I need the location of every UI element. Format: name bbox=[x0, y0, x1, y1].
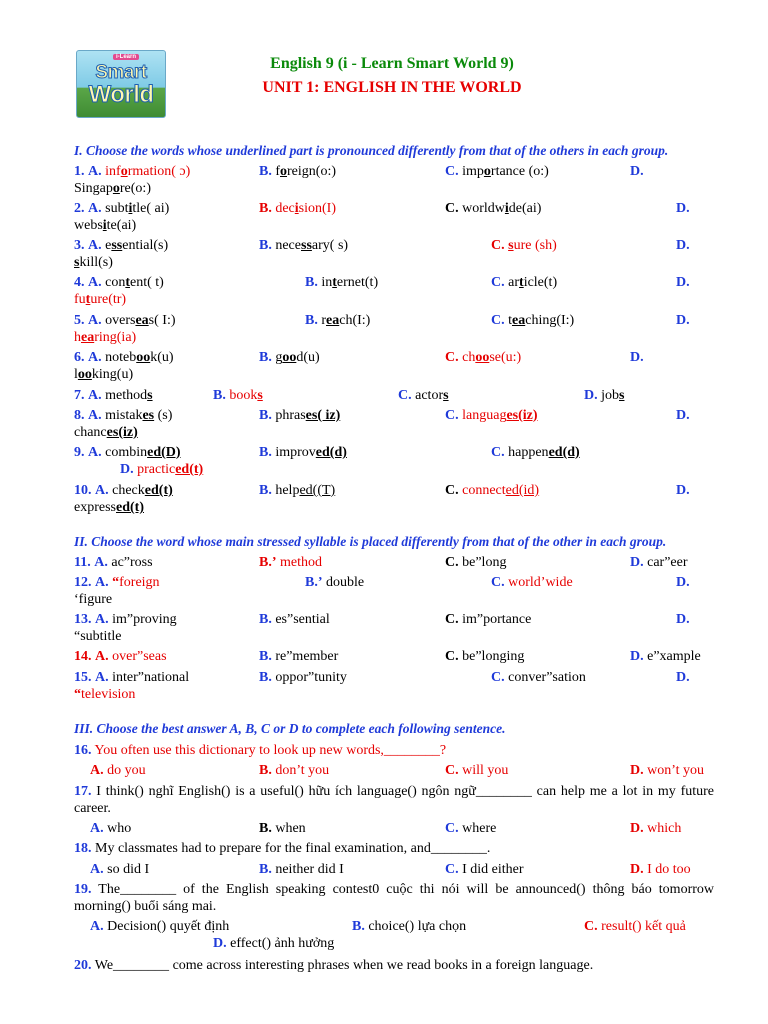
q3-option-d: skill(s) bbox=[74, 255, 113, 270]
q6-option-b: B. good(u) bbox=[259, 350, 320, 365]
q3-option-a: 3. A. essential(s) bbox=[74, 238, 169, 253]
q8-option-a: 8. A. mistakes (s) bbox=[74, 408, 173, 423]
q2-option-b: B. decision(I) bbox=[259, 201, 336, 216]
q5-option-a: 5. A. overseas( I:) bbox=[74, 313, 176, 328]
q11-option-d: D. car”eer bbox=[630, 555, 688, 570]
q11-option-b: B.’ method bbox=[259, 555, 322, 570]
q14-option-b: B. re”member bbox=[259, 649, 339, 664]
q16-option-a: A. do you bbox=[90, 763, 146, 778]
q6-option-a: 6. A. notebook(u) bbox=[74, 350, 174, 365]
q3-option-c: C. sure (sh) bbox=[491, 238, 557, 253]
q16-option-b: B. don’t you bbox=[259, 763, 330, 778]
q2-option-d: website(ai) bbox=[74, 218, 137, 233]
q8-option-d-label: D. bbox=[676, 408, 690, 423]
q9-option-b: B. improved(d) bbox=[259, 445, 347, 460]
q15-option-a: 15. A. inter”national bbox=[74, 670, 190, 685]
logo-line-2: World bbox=[88, 81, 154, 108]
q15-option-d-label: D. bbox=[676, 670, 690, 685]
q8-option-c: C. languages(iz) bbox=[445, 408, 538, 423]
q12-option-b: B.’ double bbox=[305, 575, 365, 590]
q2-option-c: C. worldwide(ai) bbox=[445, 201, 542, 216]
q3-option-b: B. necessary( s) bbox=[259, 238, 349, 253]
q16-stem: 16. You often use this dictionary to look up new words,________? bbox=[74, 743, 447, 758]
q6-option-d-label: D. bbox=[630, 350, 644, 365]
q16-option-c: C. will you bbox=[445, 763, 509, 778]
q7-option-d: D. jobs bbox=[584, 388, 625, 403]
q13-option-a: 13. A. im”proving bbox=[74, 612, 177, 627]
q11-option-a: 11. A. ac”ross bbox=[74, 555, 153, 570]
q12-option-a: 12. A. “foreign bbox=[74, 575, 160, 590]
q9-option-d: D. practiced(t) bbox=[120, 462, 204, 477]
q20-stem: 20. We________ come across interesting phrases when we read books in a foreign language. bbox=[74, 958, 594, 973]
q10-option-d-label: D. bbox=[676, 483, 690, 498]
q1-option-d-label: D. bbox=[630, 164, 644, 179]
q12-option-c: C. world’wide bbox=[491, 575, 573, 590]
q5-option-d: hearing(ia) bbox=[74, 330, 137, 345]
q8-option-d: chances(iz) bbox=[74, 425, 138, 440]
q17-option-b: B. when bbox=[259, 821, 306, 836]
q8-option-b: B. phrases( iz) bbox=[259, 408, 341, 423]
q1-option-a: 1. A. information( ɔ) bbox=[74, 164, 191, 179]
q13-option-b: B. es”sential bbox=[259, 612, 330, 627]
q14-option-a: 14. A. over”seas bbox=[74, 649, 167, 664]
q19-option-c: C. result() kết quả bbox=[584, 919, 686, 934]
q18-option-c: C. I did either bbox=[445, 862, 524, 877]
q18-option-b: B. neither did I bbox=[259, 862, 344, 877]
q1-option-d: Singapore(o:) bbox=[74, 181, 151, 196]
q19-stem: 19. The________ of the English speaking contest0 cuộc thi nói will be announced() thông báo tomorrow morning() buổi sáng mai. bbox=[74, 882, 714, 914]
q18-stem: 18. My classmates had to prepare for the final examination, and________. bbox=[74, 841, 491, 856]
q19-option-d: D. effect() ảnh hưởng bbox=[213, 936, 335, 951]
q5-option-d-label: D. bbox=[676, 313, 690, 328]
q10-option-d: expressed(t) bbox=[74, 500, 144, 515]
q5-option-c: C. teaching(I:) bbox=[491, 313, 575, 328]
q1-option-c: C. importance (o:) bbox=[445, 164, 549, 179]
q4-option-d-label: D. bbox=[676, 275, 690, 290]
q7-option-a: 7. A. methods bbox=[74, 388, 153, 403]
q17-option-c: C. where bbox=[445, 821, 497, 836]
q4-option-a: 4. A. content( t) bbox=[74, 275, 164, 290]
q12-option-d-label: D. bbox=[676, 575, 690, 590]
q15-option-b: B. oppor”tunity bbox=[259, 670, 347, 685]
q3-option-d-label: D. bbox=[676, 238, 690, 253]
logo-top-text: i-Learn bbox=[113, 54, 139, 60]
q14-option-d: D. e”xample bbox=[630, 649, 701, 664]
logo-line-1: Smart bbox=[95, 62, 147, 83]
q4-option-d: future(tr) bbox=[74, 292, 127, 307]
q2-option-a: 2. A. subtitle( ai) bbox=[74, 201, 170, 216]
q19-option-b: B. choice() lựa chọn bbox=[352, 919, 467, 934]
q19-option-a: A. Decision() quyết định bbox=[90, 919, 230, 934]
q4-option-c: C. article(t) bbox=[491, 275, 558, 290]
q9-option-c: C. happened(d) bbox=[491, 445, 580, 460]
unit-title: UNIT 1: ENGLISH IN THE WORLD bbox=[262, 79, 522, 96]
q15-option-c: C. conver”sation bbox=[491, 670, 586, 685]
q13-option-d: “subtitle bbox=[74, 629, 122, 644]
q5-option-b: B. reach(I:) bbox=[305, 313, 371, 328]
section-3-heading: III. Choose the best answer A, B, C or D to complete each following sentence. bbox=[74, 721, 506, 736]
q6-option-c: C. choose(u:) bbox=[445, 350, 522, 365]
q2-option-d-label: D. bbox=[676, 201, 690, 216]
q15-option-d: “television bbox=[74, 687, 136, 702]
q9-option-a: 9. A. combined(D) bbox=[74, 445, 181, 460]
q10-option-c: C. connected(id) bbox=[445, 483, 540, 498]
section-1-heading: I. Choose the words whose underlined part is pronounced differently from that of the others in each group. bbox=[74, 143, 669, 158]
q18-option-d: D. I do too bbox=[630, 862, 691, 877]
q18-option-a: A. so did I bbox=[90, 862, 150, 877]
q11-option-c: C. be”long bbox=[445, 555, 507, 570]
q10-option-a: 10. A. checked(t) bbox=[74, 483, 173, 498]
q13-option-c: C. im”portance bbox=[445, 612, 532, 627]
document-title: English 9 (i - Learn Smart World 9) bbox=[270, 55, 514, 72]
q7-option-c: C. actors bbox=[398, 388, 449, 403]
q7-option-b: B. books bbox=[213, 388, 263, 403]
q4-option-b: B. internet(t) bbox=[305, 275, 379, 290]
q14-option-c: C. be”longing bbox=[445, 649, 525, 664]
q12-option-d: ‘figure bbox=[74, 592, 113, 607]
q6-option-d: looking(u) bbox=[74, 367, 134, 382]
q17-option-d: D. which bbox=[630, 821, 682, 836]
q1-option-b: B. foreign(o:) bbox=[259, 164, 336, 179]
section-2-heading: II. Choose the word whose main stressed syllable is placed differently from that of the other in each group. bbox=[74, 534, 667, 549]
smart-world-logo bbox=[76, 50, 166, 118]
q10-option-b: B. helped((T) bbox=[259, 483, 336, 498]
q16-option-d: D. won’t you bbox=[630, 763, 705, 778]
q13-option-d-label: D. bbox=[676, 612, 690, 627]
q17-option-a: A. who bbox=[90, 821, 132, 836]
q17-stem: 17. I think() nghĩ English() is a useful() hữu ích language() ngôn ngữ________ can help me a lot in my future career. bbox=[74, 784, 715, 816]
